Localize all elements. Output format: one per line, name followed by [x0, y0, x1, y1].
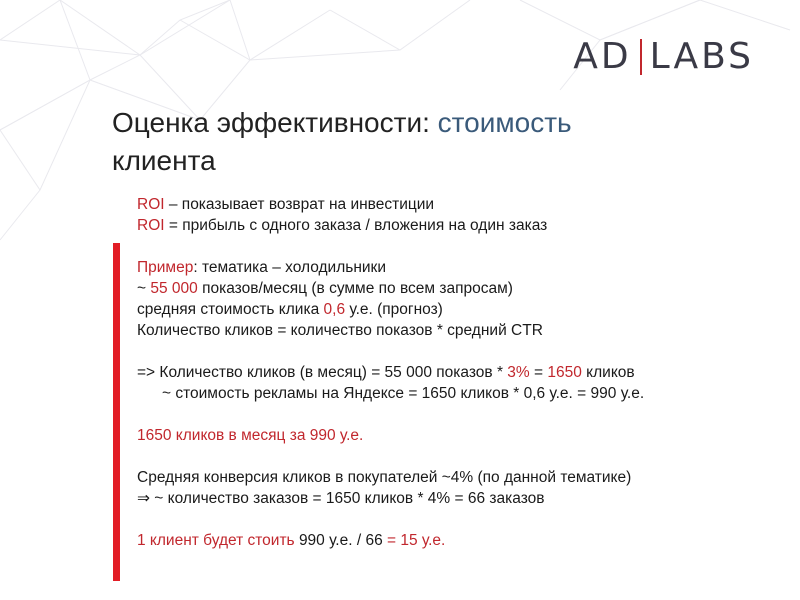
calc-line-1 — [137, 362, 777, 383]
example-line-4: Количество кликов = количество показов * средний CTR — [137, 322, 543, 339]
roi-formula-text: = прибыль с одного заказа / вложения на один заказ — [164, 217, 548, 234]
title-line2: клиента — [112, 145, 216, 176]
logo-left-text: AD — [573, 36, 632, 77]
logo-right-text: LABS — [649, 36, 754, 77]
title-accent: стоимость — [437, 107, 572, 138]
spacer — [137, 236, 777, 257]
text: = — [382, 532, 401, 549]
logo-divider — [640, 39, 642, 75]
roi-term: ROI — [137, 196, 165, 213]
slide-body — [137, 194, 777, 551]
slide-title — [112, 104, 712, 180]
spacer — [137, 341, 777, 362]
text: кликов — [581, 364, 635, 381]
calc-line-2: ~ стоимость рекламы на Яндексе = 1650 кликов * 0,6 у.е. = 990 у.е. — [162, 385, 645, 402]
result-value: 15 у.е. — [400, 532, 446, 549]
text: показов/месяц (в сумме по всем запросам) — [197, 280, 513, 297]
brand-logo — [573, 36, 754, 77]
clicks-number: 1650 — [547, 364, 582, 381]
result-label: 1 клиент будет стоить — [137, 532, 299, 549]
spacer — [137, 509, 777, 530]
roi-line-2 — [137, 215, 777, 236]
conversion-line-1: Средняя конверсия кликов в покупателей ~4% (по данной тематике) — [137, 469, 632, 486]
implies-arrow-icon: ⇒ — [137, 490, 150, 507]
example-line-3 — [137, 299, 777, 320]
roi-line-1 — [137, 194, 777, 215]
spacer — [137, 404, 777, 425]
example-topic: : тематика – холодильники — [193, 259, 386, 276]
text: ~ — [137, 280, 151, 297]
result-calc: 990 у.е. / 66 — [298, 532, 383, 549]
summary-line: 1650 кликов в месяц за 990 у.е. — [137, 427, 364, 444]
text: = — [529, 364, 548, 381]
example-line-1 — [137, 257, 777, 278]
result-line — [137, 530, 777, 551]
text: у.е. (прогноз) — [345, 301, 443, 318]
roi-term: ROI — [137, 217, 165, 234]
example-term: Пример — [137, 259, 194, 276]
ctr-percent: 3% — [507, 364, 530, 381]
impressions-number: 55 000 — [150, 280, 198, 297]
red-accent-bar — [113, 243, 120, 581]
text: => Количество кликов (в месяц) = 55 000 показов * — [137, 364, 508, 381]
title-main: Оценка эффективности: — [112, 107, 438, 138]
text: средняя стоимость клика — [137, 301, 324, 318]
cpc-number: 0,6 — [323, 301, 346, 318]
roi-def-text: – показывает возврат на инвестиции — [164, 196, 435, 213]
conversion-line-2 — [137, 488, 777, 509]
example-line-2 — [137, 278, 777, 299]
text: ~ количество заказов = 1650 кликов * 4% = 66 заказов — [150, 490, 545, 507]
spacer — [137, 446, 777, 467]
